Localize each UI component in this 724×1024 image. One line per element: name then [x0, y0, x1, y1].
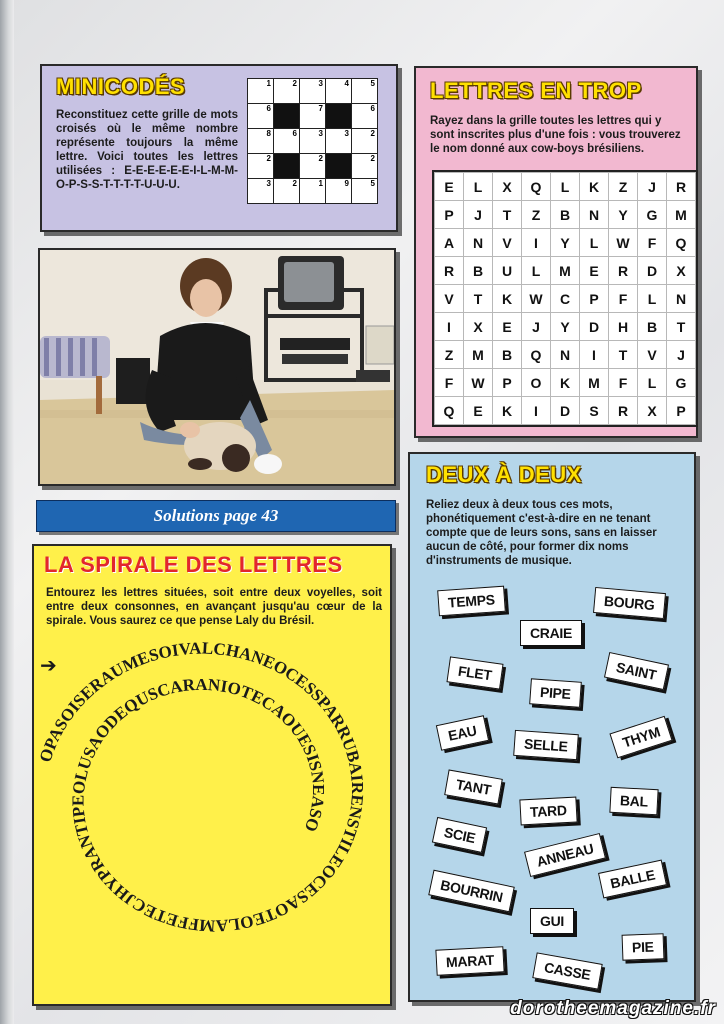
- letter-cell: R: [609, 397, 638, 425]
- letter-cell: X: [493, 173, 522, 201]
- letter-cell: T: [464, 285, 493, 313]
- word-card: EAU: [436, 715, 489, 751]
- crossword-cell: 2: [248, 154, 274, 179]
- letter-cell: O: [522, 369, 551, 397]
- word-card: TARD: [519, 797, 577, 826]
- letter-cell: K: [580, 173, 609, 201]
- letter-cell: D: [638, 257, 667, 285]
- letter-cell: I: [522, 229, 551, 257]
- word-card: MARAT: [435, 946, 504, 976]
- letter-cell: L: [522, 257, 551, 285]
- letter-cell: Z: [609, 173, 638, 201]
- crossword-cell: 2: [274, 79, 300, 104]
- solutions-label: Solutions page 43: [153, 506, 279, 525]
- crossword-cell: 1: [300, 179, 326, 204]
- letter-cell: M: [551, 257, 580, 285]
- letter-cell: K: [551, 369, 580, 397]
- letter-cell: R: [609, 257, 638, 285]
- letter-cell: N: [580, 201, 609, 229]
- letter-cell: B: [493, 341, 522, 369]
- letter-cell: V: [638, 341, 667, 369]
- letter-cell: Q: [522, 341, 551, 369]
- letter-cell: N: [464, 229, 493, 257]
- crossword-cell: 4: [326, 79, 352, 104]
- letter-cell: I: [580, 341, 609, 369]
- lettres-en-trop-instructions: Rayez dans la grille toutes les lettres qui y sont inscrites plus d'une fois : vous trouverez le nom donné aux cow-boys brésiliens.: [430, 115, 681, 155]
- spirale-title: LA SPIRALE DES LETTRES: [44, 552, 343, 577]
- crossword-cell: 5: [352, 179, 378, 204]
- letter-cell: G: [667, 369, 696, 397]
- letter-cell: F: [638, 229, 667, 257]
- lettres-en-trop-title: LETTRES EN TROP: [430, 78, 642, 103]
- letter-cell: J: [522, 313, 551, 341]
- letter-cell: E: [464, 397, 493, 425]
- word-card: PIPE: [529, 678, 581, 707]
- crossword-cell: 3: [248, 179, 274, 204]
- letter-cell: E: [435, 173, 464, 201]
- word-card: CASSE: [532, 952, 602, 989]
- letter-cell: Z: [435, 341, 464, 369]
- word-card: TEMPS: [437, 586, 505, 617]
- photo-woman-with-cat: [38, 248, 396, 486]
- word-card: THYM: [609, 716, 673, 759]
- crossword-cell: [274, 154, 300, 179]
- letter-grid: [434, 172, 696, 425]
- crossword-cell: 6: [274, 129, 300, 154]
- word-card: GUI: [530, 908, 574, 934]
- letter-cell: L: [638, 285, 667, 313]
- letter-cell: F: [435, 369, 464, 397]
- crossword-cell: 3: [300, 79, 326, 104]
- crossword-cell: 3: [300, 129, 326, 154]
- crossword-cell: [326, 104, 352, 129]
- letter-cell: L: [551, 173, 580, 201]
- letter-cell: Y: [609, 201, 638, 229]
- word-card: BOURG: [593, 587, 666, 619]
- letter-cell: W: [609, 229, 638, 257]
- spirale-instructions: Entourez les lettres situées, soit entre deux voyelles, soit entre deux consonnes, en avançant jusqu'au cœur de la spirale. Vous saurez ce que pense Laly du Brésil.: [46, 587, 382, 627]
- letter-cell: I: [522, 397, 551, 425]
- crossword-cell: 8: [248, 129, 274, 154]
- letter-cell: M: [580, 369, 609, 397]
- crossword-cell: [326, 154, 352, 179]
- letter-cell: E: [580, 257, 609, 285]
- letter-cell: M: [667, 201, 696, 229]
- crossword-cell: 3: [326, 129, 352, 154]
- arrow-right-icon: ➔: [40, 655, 57, 677]
- letter-cell: E: [493, 313, 522, 341]
- letter-cell: P: [435, 201, 464, 229]
- letter-cell: B: [638, 313, 667, 341]
- letter-cell: D: [551, 397, 580, 425]
- letter-cell: T: [609, 341, 638, 369]
- letter-cell: R: [435, 257, 464, 285]
- letter-cell: Q: [522, 173, 551, 201]
- crossword-cell: 2: [300, 154, 326, 179]
- word-card: SCIE: [432, 817, 488, 853]
- letter-cell: B: [464, 257, 493, 285]
- letter-cell: Q: [667, 229, 696, 257]
- letter-cell: N: [551, 341, 580, 369]
- word-card: BOURRIN: [428, 870, 515, 913]
- letter-cell: D: [580, 313, 609, 341]
- word-card: TANT: [444, 769, 503, 804]
- letter-cell: G: [638, 201, 667, 229]
- letter-cell: B: [551, 201, 580, 229]
- letter-cell: X: [638, 397, 667, 425]
- magazine-spine: [0, 0, 14, 1024]
- letter-cell: Q: [435, 397, 464, 425]
- crossword-cell: 5: [352, 79, 378, 104]
- crossword-cell: 9: [326, 179, 352, 204]
- spiral-letters: OPASOISERAUMESOIVALCHANEOCESSPARRUBAIRENSTILEOCESAOTEOLAMFFETECJHYPRANTIPEOLUSAODEQUSCARANIOTECAOUESISNEASO: [35, 638, 368, 936]
- crossword-cell: [274, 104, 300, 129]
- letter-cell: P: [580, 285, 609, 313]
- crossword-cell: 7: [300, 104, 326, 129]
- letter-cell: M: [464, 341, 493, 369]
- deux-a-deux-instructions: Reliez deux à deux tous ces mots, phonétiquement c'est-à-dire en ne tenant compte que de leurs sons, sans en laisser aucun de côté, pour former dix noms d'instruments de musique.: [426, 499, 657, 567]
- letter-cell: H: [609, 313, 638, 341]
- letter-cell: A: [435, 229, 464, 257]
- watermark: dorotheemagazine.fr: [510, 998, 716, 1019]
- crossword-cell: 1: [248, 79, 274, 104]
- word-card: FLET: [446, 656, 503, 689]
- letter-cell: N: [667, 285, 696, 313]
- letter-cell: W: [464, 369, 493, 397]
- letter-cell: F: [609, 285, 638, 313]
- letter-cell: L: [464, 173, 493, 201]
- word-card: PIE: [622, 933, 665, 960]
- letter-cell: T: [667, 313, 696, 341]
- photo-illustration: [40, 250, 394, 484]
- letter-cell: X: [667, 257, 696, 285]
- crossword-cell: 6: [352, 104, 378, 129]
- letter-cell: Y: [551, 229, 580, 257]
- deux-a-deux-title: DEUX À DEUX: [426, 462, 582, 487]
- letter-cell: R: [667, 173, 696, 201]
- word-card: BALLE: [598, 860, 667, 899]
- letter-cell: K: [493, 397, 522, 425]
- letter-cell: U: [493, 257, 522, 285]
- word-card: ANNEAU: [524, 833, 606, 877]
- letter-cell: Y: [551, 313, 580, 341]
- deux-a-deux-panel: [408, 452, 696, 1002]
- letter-cell: X: [464, 313, 493, 341]
- solutions-banner: [36, 500, 396, 532]
- letter-cell: S: [580, 397, 609, 425]
- minicodes-title: MINICODÉS: [56, 74, 186, 99]
- crossword-cell: 2: [352, 154, 378, 179]
- letter-spiral: [34, 546, 390, 1004]
- spirale-panel: [32, 544, 392, 1006]
- word-card: SAINT: [604, 652, 669, 690]
- letter-cell: Z: [522, 201, 551, 229]
- letter-cell: V: [435, 285, 464, 313]
- minicodes-instructions: Reconstituez cette grille de mots croisés où le même nombre représente toujours la même lettre. Voici toutes les lettres utilisées : E-E-E-E-E-E-I-L-M-M-O-P-S-S-T-T-T-T-U-U-U.: [56, 109, 238, 191]
- word-card: CRAIE: [520, 620, 582, 646]
- letter-cell: P: [493, 369, 522, 397]
- letter-cell: J: [638, 173, 667, 201]
- lettres-en-trop-panel: [414, 66, 698, 438]
- letter-cell: P: [667, 397, 696, 425]
- letter-cell: L: [580, 229, 609, 257]
- letter-cell: T: [493, 201, 522, 229]
- letter-cell: J: [464, 201, 493, 229]
- letter-cell: W: [522, 285, 551, 313]
- crossword-cell: 6: [248, 104, 274, 129]
- letter-cell: V: [493, 229, 522, 257]
- minicodes-panel: [40, 64, 398, 232]
- letter-cell: F: [609, 369, 638, 397]
- word-card: BAL: [609, 787, 658, 815]
- number-crossword-grid: [247, 78, 378, 204]
- crossword-cell: 2: [352, 129, 378, 154]
- letter-cell: L: [638, 369, 667, 397]
- crossword-cell: 2: [274, 179, 300, 204]
- letter-cell: C: [551, 285, 580, 313]
- letter-cell: K: [493, 285, 522, 313]
- letter-cell: I: [435, 313, 464, 341]
- word-card: SELLE: [513, 730, 578, 760]
- letter-cell: J: [667, 341, 696, 369]
